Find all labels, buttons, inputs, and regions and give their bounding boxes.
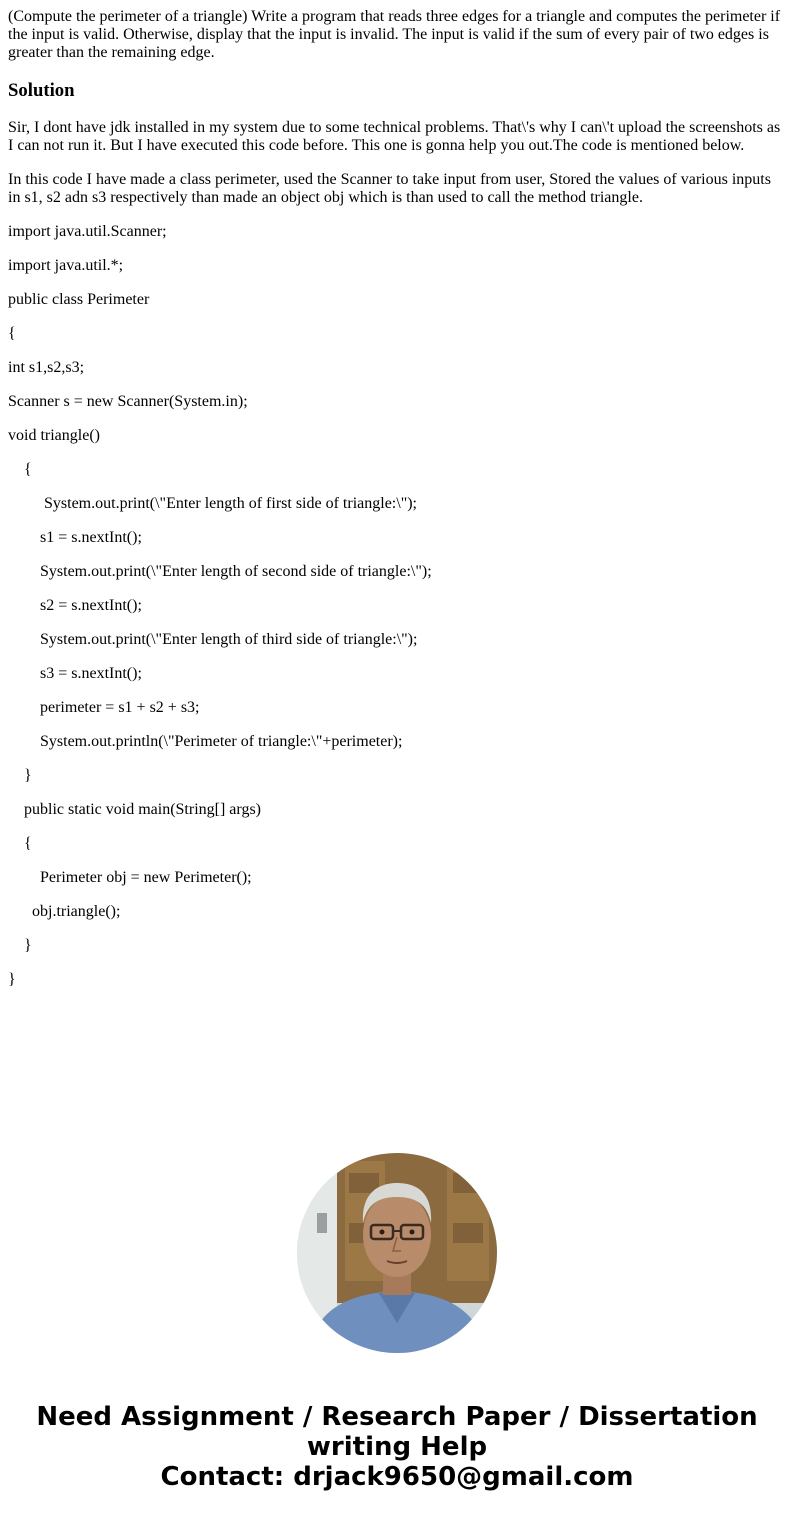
code-line: s2 = s.nextInt(); bbox=[8, 597, 142, 614]
code-line: System.out.println(\"Perimeter of triangle:\"+perimeter); bbox=[8, 733, 403, 750]
code-line: Perimeter obj = new Perimeter(); bbox=[8, 869, 252, 886]
footer-contact-email: Contact: drjack9650@gmail.com bbox=[160, 1462, 634, 1492]
code-line: perimeter = s1 + s2 + s3; bbox=[8, 699, 200, 716]
code-line: import java.util.*; bbox=[8, 257, 124, 274]
code-line: } bbox=[8, 767, 32, 784]
code-line: obj.triangle(); bbox=[8, 903, 121, 920]
contact-footer bbox=[0, 1402, 794, 1492]
footer-line-1: Need Assignment / Research Paper / Dissertation bbox=[36, 1402, 758, 1432]
solution-heading: Solution bbox=[8, 80, 75, 101]
code-line: { bbox=[8, 461, 32, 478]
code-line: import java.util.Scanner; bbox=[8, 223, 167, 240]
code-line: { bbox=[8, 835, 32, 852]
solution-paragraph: Sir, I dont have jdk installed in my system due to some technical problems. That\'s why I can\'t upload the screenshots as I can not run it. But I have executed this code before. This one is gonna help you out.The code is mentioned below. bbox=[8, 119, 785, 154]
code-line: { bbox=[8, 325, 16, 342]
code-line: System.out.print(\"Enter length of first side of triangle:\"); bbox=[8, 495, 417, 512]
code-line: System.out.print(\"Enter length of third side of triangle:\"); bbox=[8, 631, 418, 648]
document-content bbox=[8, 0, 786, 1005]
code-line: public static void main(String[] args) bbox=[8, 801, 261, 818]
author-portrait-photo bbox=[297, 1153, 497, 1353]
solution-paragraph: In this code I have made a class perimeter, used the Scanner to take input from user, Stored the values of various inputs in s1, s2 adn s3 respectively than made an object obj which is than used to call the method triangle. bbox=[8, 171, 775, 206]
question-text: (Compute the perimeter of a triangle) Write a program that reads three edges for a triangle and computes the perimeter if the input is valid. Otherwise, display that the input is invalid. The input is valid if the sum of every pair of two edges is greater than the remaining edge. bbox=[8, 8, 785, 61]
portrait-illustration bbox=[297, 1153, 497, 1353]
code-line: } bbox=[8, 937, 32, 954]
code-line: s3 = s.nextInt(); bbox=[8, 665, 142, 682]
code-line: System.out.print(\"Enter length of second side of triangle:\"); bbox=[8, 563, 432, 580]
code-line: void triangle() bbox=[8, 427, 100, 444]
footer-line-2: writing Help bbox=[306, 1432, 488, 1462]
code-line: public class Perimeter bbox=[8, 291, 150, 308]
code-line: int s1,s2,s3; bbox=[8, 359, 85, 376]
code-line: s1 = s.nextInt(); bbox=[8, 529, 142, 546]
code-line: Scanner s = new Scanner(System.in); bbox=[8, 393, 248, 410]
code-line: } bbox=[8, 971, 16, 988]
